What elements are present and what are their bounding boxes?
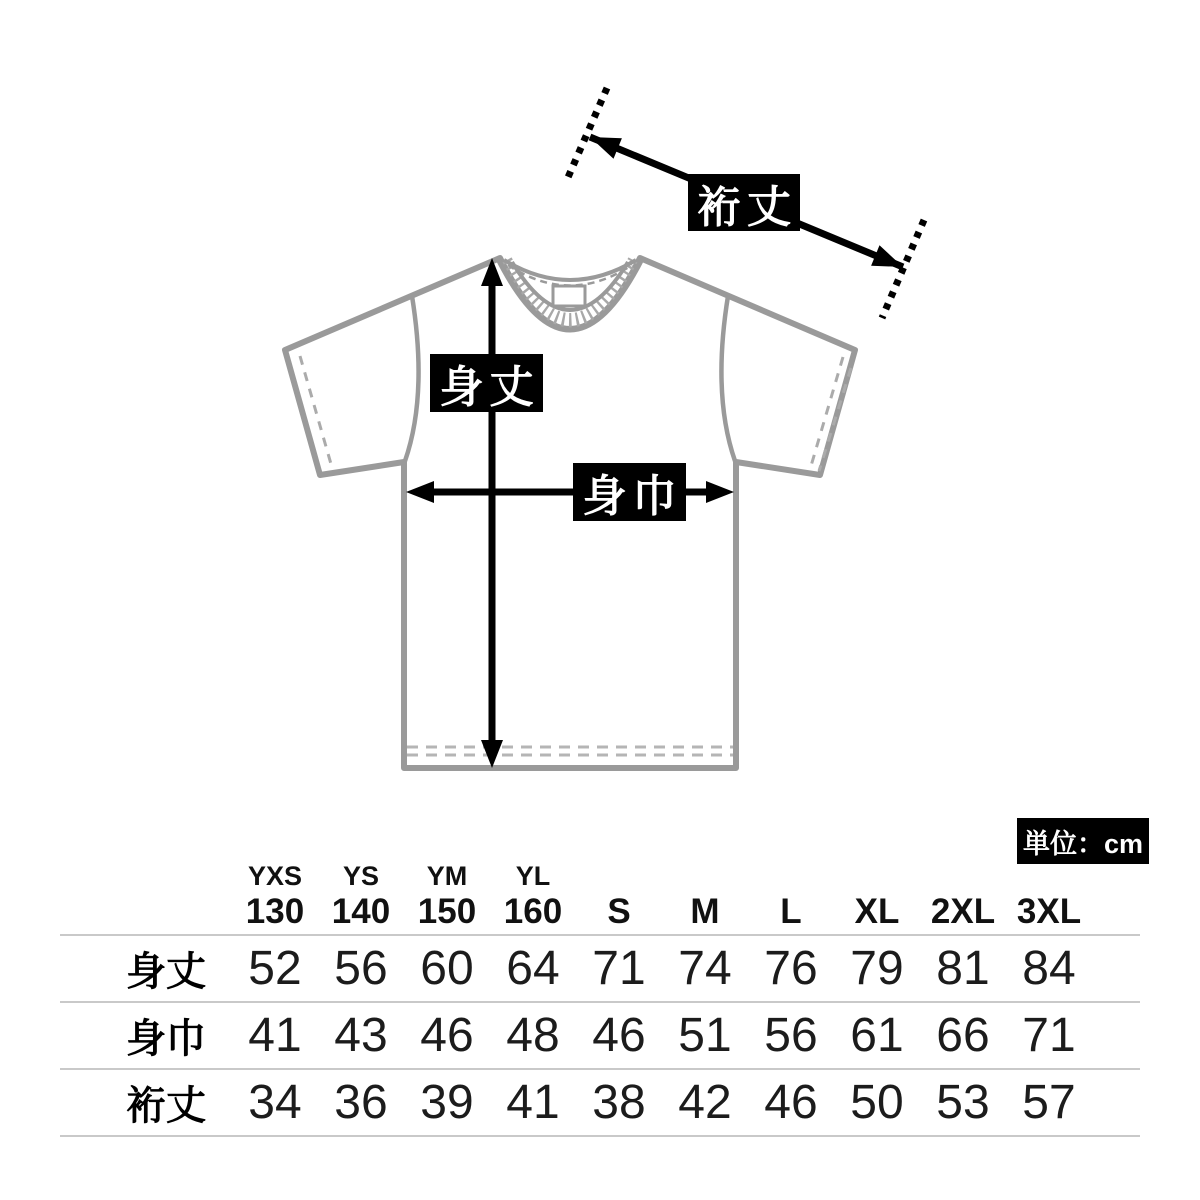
header-size-ym: YM 150: [417, 861, 477, 931]
header-size-yl: YL 160: [503, 861, 563, 931]
body-width-label: 身巾: [573, 463, 686, 521]
header-size-s: S: [607, 892, 631, 931]
sleeve-length-label: 裄丈: [688, 174, 800, 231]
size-table-header-row: [60, 860, 1140, 936]
header-filler: [1092, 860, 1140, 934]
table-row-body-length: 身丈 52 56 60 64 71 74 76 79 81 84: [60, 936, 1140, 1003]
header-size-xl: XL: [854, 892, 900, 931]
table-row-sleeve-length: 裄丈 34 36 39 41 38 42 46 50 53 57: [60, 1070, 1140, 1137]
header-size-ys: YS 140: [331, 861, 391, 931]
header-size-l: L: [780, 892, 802, 931]
unit-badge: 単位：cm: [1017, 818, 1149, 864]
size-table: [60, 860, 1140, 1137]
header-corner-cell: [60, 860, 232, 934]
tshirt-outline: [285, 258, 855, 768]
header-size-2xl: 2XL: [930, 892, 996, 931]
header-size-m: M: [690, 892, 720, 931]
body-length-label: 身丈: [430, 354, 543, 412]
header-size-yxs: YXS 130: [245, 861, 305, 931]
table-row-body-width: 身巾 41 43 46 48 46 51 56 61 66 71: [60, 1003, 1140, 1070]
header-size-3xl: 3XL: [1016, 892, 1082, 931]
